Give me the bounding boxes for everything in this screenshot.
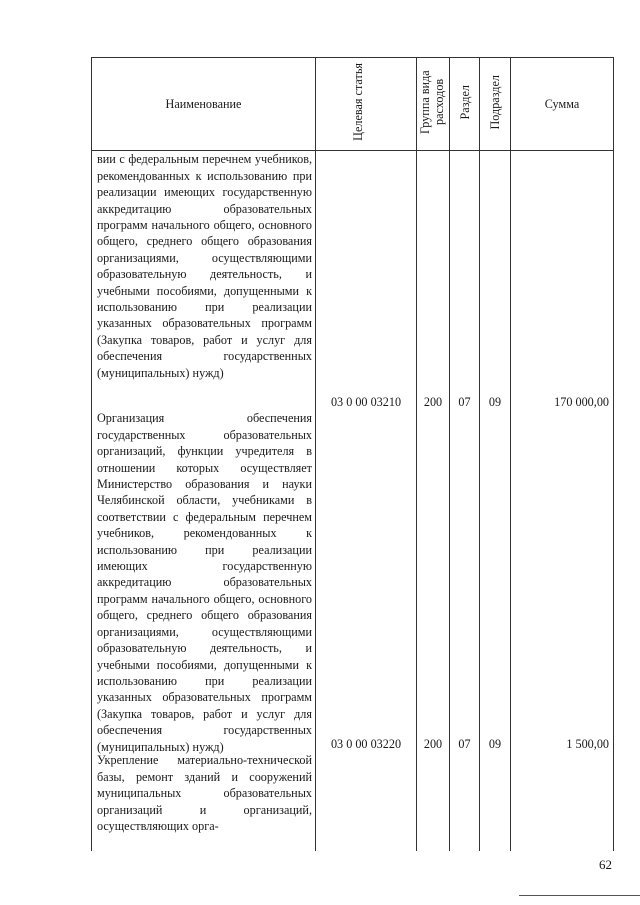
header-sum: Сумма — [511, 58, 614, 151]
table-body-row — [92, 151, 614, 852]
row2-expense-group: 200 — [423, 737, 443, 752]
header-name: Наименование — [92, 58, 316, 151]
table-header-row — [92, 58, 614, 151]
expense-group-cell — [417, 151, 450, 852]
page-number: 62 — [599, 857, 612, 872]
section-cell — [450, 151, 480, 852]
row1-expense-group: 200 — [423, 395, 443, 410]
row1-subsection: 09 — [488, 395, 502, 410]
header-section: Раздел — [450, 58, 480, 151]
row1-section: 07 — [458, 395, 471, 410]
description-segment-2: Организация обеспечения государственных образовательных организаций, функции учредителя в отношении которых осуществляет Министерство образования и науки Челябинской области, учебниками в соответствии с федеральным перечнем учебников, рекомендованных к использованию при реализации имеющих государственную аккредитацию образовательных программ начального общего, основного общего, среднего общего образования организациями, осуществляющими образовательную деятельность, и учебными пособиями, допущенными к использованию при реализации указанных образовательных программ (Закупка товаров, работ и услуг для обеспечения государственных (муниципальных) нужд) — [97, 411, 312, 754]
description-segment-3: Укрепление материально-технической базы, ремонт зданий и сооружений муниципальных образовательных организаций и организаций, осуществляющих орга- — [97, 753, 312, 834]
row2-target-article: 03 0 00 03220 — [330, 737, 402, 752]
description-segment-1: вии с федеральным перечнем учебников, рекомендованных к использованию при реализации имеющих государственную аккредитацию образовательных программ начального общего, основного общего, среднего общего образования организациями, осуществляющими образовательную деятельность, и учебными пособиями, допущенными к использованию при реализации указанных образовательных программ (Закупка товаров, работ и услуг для обеспечения государственных (муниципальных) нужд) — [97, 152, 312, 380]
row1-sum: 170 000,00 — [554, 395, 609, 410]
row2-section: 07 — [458, 737, 471, 752]
sum-cell — [511, 151, 614, 852]
budget-table — [91, 57, 614, 851]
target-article-cell — [316, 151, 417, 852]
subsection-cell — [480, 151, 511, 852]
header-subsection: Подраздел — [480, 58, 511, 151]
row2-subsection: 09 — [488, 737, 502, 752]
header-expense-group: Группа вида расходов — [417, 58, 450, 151]
row1-target-article: 03 0 00 03210 — [330, 395, 402, 410]
footer-line — [519, 895, 640, 896]
description-cell — [92, 151, 316, 852]
header-target-article: Целевая статья — [316, 58, 417, 151]
row2-sum: 1 500,00 — [566, 737, 609, 752]
